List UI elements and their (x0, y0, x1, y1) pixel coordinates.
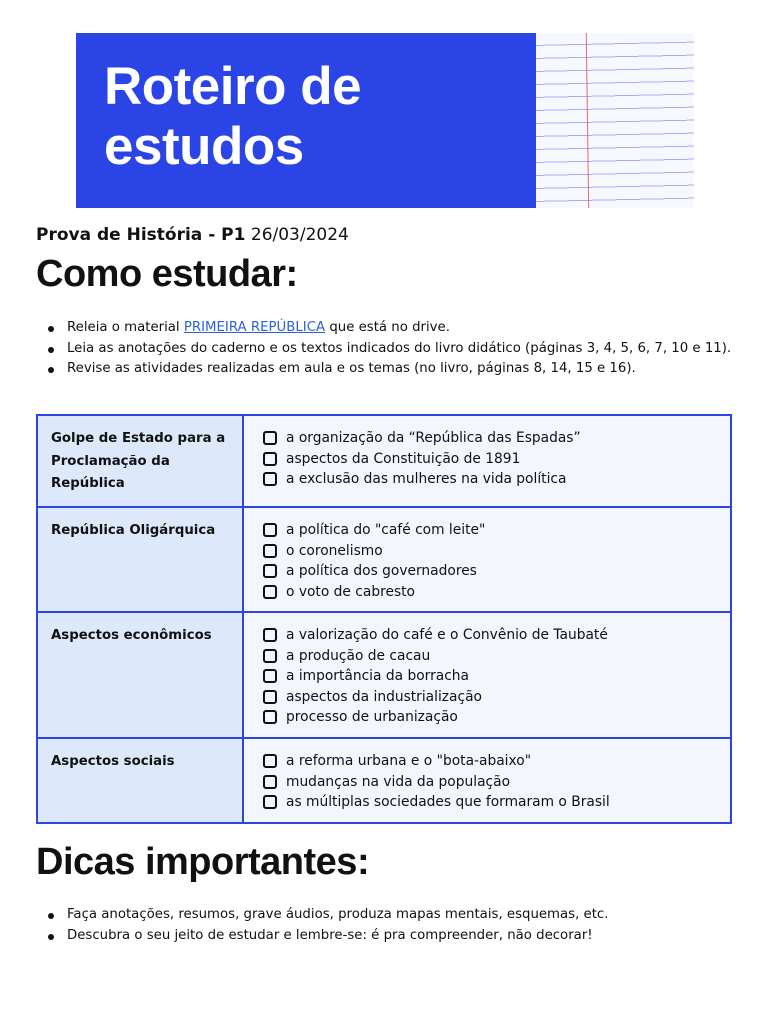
checklist-item-label: as múltiplas sociedades que formaram o Brasil (286, 794, 610, 811)
checklist-item[interactable] (263, 561, 720, 582)
page-title-line-2: estudos (104, 117, 304, 176)
topic-name: Aspectos sociais (37, 738, 243, 823)
checkbox[interactable] (263, 628, 277, 642)
checkbox[interactable] (263, 669, 277, 683)
exam-date: 26/03/2024 (250, 225, 349, 245)
checkbox[interactable] (263, 795, 277, 809)
how-to-study-list (48, 318, 738, 380)
checkbox[interactable] (263, 775, 277, 789)
title-banner (76, 33, 533, 208)
checklist-item-label: a reforma urbana e o "bota-abaixo" (286, 753, 532, 770)
checklist-item-label: a política do "café com leite" (286, 522, 486, 539)
checkbox[interactable] (263, 452, 277, 466)
checklist-item-label: o voto de cabresto (286, 583, 415, 600)
checklist-item-label: a exclusão das mulheres na vida política (286, 471, 567, 488)
checklist-item[interactable] (263, 428, 720, 449)
checklist-item[interactable] (263, 772, 720, 793)
checklist-item-label: aspectos da industrialização (286, 688, 482, 705)
checkbox[interactable] (263, 523, 277, 537)
list-item: Descubra o seu jeito de estudar e lembre-se: é pra compreender, não decorar! (48, 926, 738, 947)
checklist-item-label: a organização da “República das Espadas” (286, 430, 581, 447)
topic-name: Aspectos econômicos (37, 612, 243, 738)
checklist-item[interactable] (263, 792, 720, 813)
checklist-item[interactable] (263, 449, 720, 470)
checkbox[interactable] (263, 585, 277, 599)
checklist-item[interactable] (263, 707, 720, 728)
list-item-text: Releia o material (67, 320, 184, 335)
checklist-item-label: a produção de cacau (286, 647, 431, 664)
page-title (104, 57, 361, 177)
checklist-item-label: a valorização do café e o Convênio de Taubaté (286, 627, 608, 644)
tips-heading: Dicas importantes: (36, 841, 370, 883)
checkbox[interactable] (263, 431, 277, 445)
exam-info (36, 224, 349, 246)
tips-list (48, 905, 738, 946)
primeira-republica-link[interactable]: PRIMEIRA REPÚBLICA (183, 320, 326, 335)
checklist-item-label: o coronelismo (286, 542, 383, 559)
checklist-item[interactable] (263, 469, 720, 490)
topic-checklist (243, 507, 731, 612)
checklist-item[interactable] (263, 541, 720, 562)
page-title-line-1: Roteiro de (104, 57, 362, 116)
list-item: Faça anotações, resumos, grave áudios, produza mapas mentais, esquemas, etc. (48, 905, 738, 926)
checklist-item[interactable] (263, 687, 720, 708)
checkbox[interactable] (263, 690, 277, 704)
checklist-item-label: a importância da borracha (286, 668, 469, 685)
list-item-text: que está no drive. (325, 320, 450, 335)
topic-name: República Oligárquica (37, 507, 243, 612)
how-to-study-heading: Como estudar: (36, 253, 298, 295)
topic-name: Golpe de Estado para a Proclamação da República (37, 415, 243, 507)
topic-checklist (243, 612, 731, 738)
checklist-item-label: a política dos governadores (286, 563, 477, 580)
checklist-item-label: processo de urbanização (286, 709, 458, 726)
list-item: Leia as anotações do caderno e os textos indicados do livro didático (páginas 3, 4, 5, 6, 7, 10 e 11). (48, 339, 738, 360)
checklist-item[interactable] (263, 582, 720, 603)
checklist-item-label: aspectos da Constituição de 1891 (286, 450, 521, 467)
table-row (37, 612, 731, 738)
checkbox[interactable] (263, 754, 277, 768)
table-row (37, 415, 731, 507)
topic-checklist (243, 738, 731, 823)
checklist-item[interactable] (263, 666, 720, 687)
checkbox[interactable] (263, 472, 277, 486)
checklist-item[interactable] (263, 751, 720, 772)
checklist-item-label: mudanças na vida da população (286, 773, 511, 790)
checklist-item[interactable] (263, 646, 720, 667)
checkbox[interactable] (263, 649, 277, 663)
paper-margin-line (586, 33, 590, 208)
paper-torn-edge (531, 33, 536, 208)
checklist-item[interactable] (263, 625, 720, 646)
table-row (37, 738, 731, 823)
list-item: Revise as atividades realizadas em aula e os temas (no livro, páginas 8, 14, 15 e 16). (48, 359, 738, 380)
study-topics-table (36, 414, 732, 824)
topic-checklist (243, 415, 731, 507)
checkbox[interactable] (263, 564, 277, 578)
table-row (37, 507, 731, 612)
checklist-item[interactable] (263, 520, 720, 541)
checkbox[interactable] (263, 544, 277, 558)
notebook-paper-image (531, 33, 694, 208)
list-item (48, 318, 738, 339)
exam-title: Prova de História - P1 (36, 225, 246, 245)
checkbox[interactable] (263, 710, 277, 724)
